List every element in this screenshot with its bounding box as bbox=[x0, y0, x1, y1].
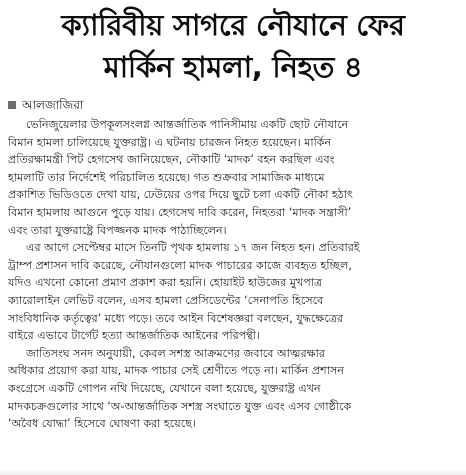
text-line: এর আগে সেপ্টেম্বর মাসে তিনটি পৃথক হামলায় ১৭ জন নিহত হন। প্রতিবারই bbox=[26, 241, 360, 255]
source-name: আলজাজিরা bbox=[22, 98, 84, 112]
text-line: ভেনিজুয়েলার উপকূলসংলগ্ন আন্তর্জাতিক পানিসীমায় একটি ছোট নৌযানে bbox=[26, 118, 349, 131]
article-headline bbox=[0, 0, 466, 88]
paragraph-2 bbox=[8, 239, 460, 345]
text-line: এবং তারা যুক্তরাষ্ট্রে বিপজ্জনক মাদক পাঠাচ্ছিলেন। bbox=[8, 223, 227, 237]
headline-line-2: মার্কিন হামলা, নিহত ৪ bbox=[103, 50, 363, 84]
text-line: মাদকচক্রগুলোর সাথে ‘অ-আন্তর্জাতিক সশস্ত্র সংঘাতে যুক্ত এবং এসব গোষ্ঠীকে bbox=[8, 399, 352, 413]
text-line: বিমান হামলা চালিয়েছে যুক্তরাষ্ট্র। এ ঘটনায় চারজন নিহত হয়েছেন। মার্কিন bbox=[8, 135, 332, 149]
text-line: জাতিসংঘ সনদ অনুযায়ী, কেবল সশস্ত্র আক্রমণের জবাবে আত্মরক্ষার bbox=[26, 346, 325, 360]
text-line: ক্যারোলাইন লেভিট বলেন, এসব হামলা প্রেসিডেন্টের ‘সেনাপতি হিসেবে bbox=[8, 293, 324, 307]
text-line: প্রকাশিত ভিডিওতে দেখা যায়, ঢেউয়ের ওপর দিয়ে ছুটে চলা একটি নৌকা হঠাৎ bbox=[8, 188, 353, 202]
text-line: বাইরে এভাবে টার্গেট হত্যা আন্তর্জাতিক আইনের পরিপন্থী। bbox=[8, 329, 260, 343]
bottom-edge bbox=[0, 469, 466, 475]
text-line: ‘অবৈধ যোদ্ধা’ হিসেবে ঘোষণা করা হয়েছে। bbox=[8, 417, 196, 431]
text-line: প্রতিরক্ষামন্ত্রী পিট হেগসেথ জানিয়েছেন, নৌকাটি ‘মাদক’ বহন করছিল এবং bbox=[8, 153, 335, 167]
text-line: সাংবিধানিক কর্তৃত্বের’ মধ্যে পড়ে। তবে আইন বিশেষজ্ঞরা বলছেন, যুদ্ধক্ষেত্রের bbox=[8, 311, 344, 325]
source-byline bbox=[8, 97, 83, 113]
text-line: যদিও এখনো কোনো প্রমাণ প্রকাশ করা হয়নি। হোয়াইট হাউজের মুখপাত্র bbox=[8, 276, 323, 290]
text-line: ট্রাম্প প্রশাসন দাবি করেছে, নৌযানগুলো মাদক পাচারের কাজে ব্যবহৃত হচ্ছিল, bbox=[8, 258, 352, 272]
text-line: হামলাটি তার নির্দেশেই পরিচালিত হয়েছে। গত শুক্রবার সামাজিক মাধ্যমে bbox=[8, 170, 325, 184]
text-line: কংগ্রেসে একটি গোপন নথি দিয়েছে, যেখানে বলা হয়েছে, যুক্তরাষ্ট্র এখন bbox=[8, 381, 321, 395]
paragraph-1 bbox=[8, 116, 460, 239]
text-line: বিমান হামলায় আগুনে পুড়ে যায়। হেগসেথ দাবি করেন, নিহতরা ‘মাদক সন্ত্রাসী’ bbox=[8, 205, 352, 219]
text-line: অধিকার প্রয়োগ করা যায়, মাদক পাচার সেই শ্রেণীতে পড়ে না। মার্কিন প্রশাসন bbox=[8, 364, 344, 378]
bullet-square-icon bbox=[8, 101, 16, 109]
article-body bbox=[8, 116, 460, 433]
headline-line-1: ক্যারিবীয় সাগরে নৌযানে ফের bbox=[61, 8, 405, 42]
paragraph-3 bbox=[8, 345, 460, 433]
